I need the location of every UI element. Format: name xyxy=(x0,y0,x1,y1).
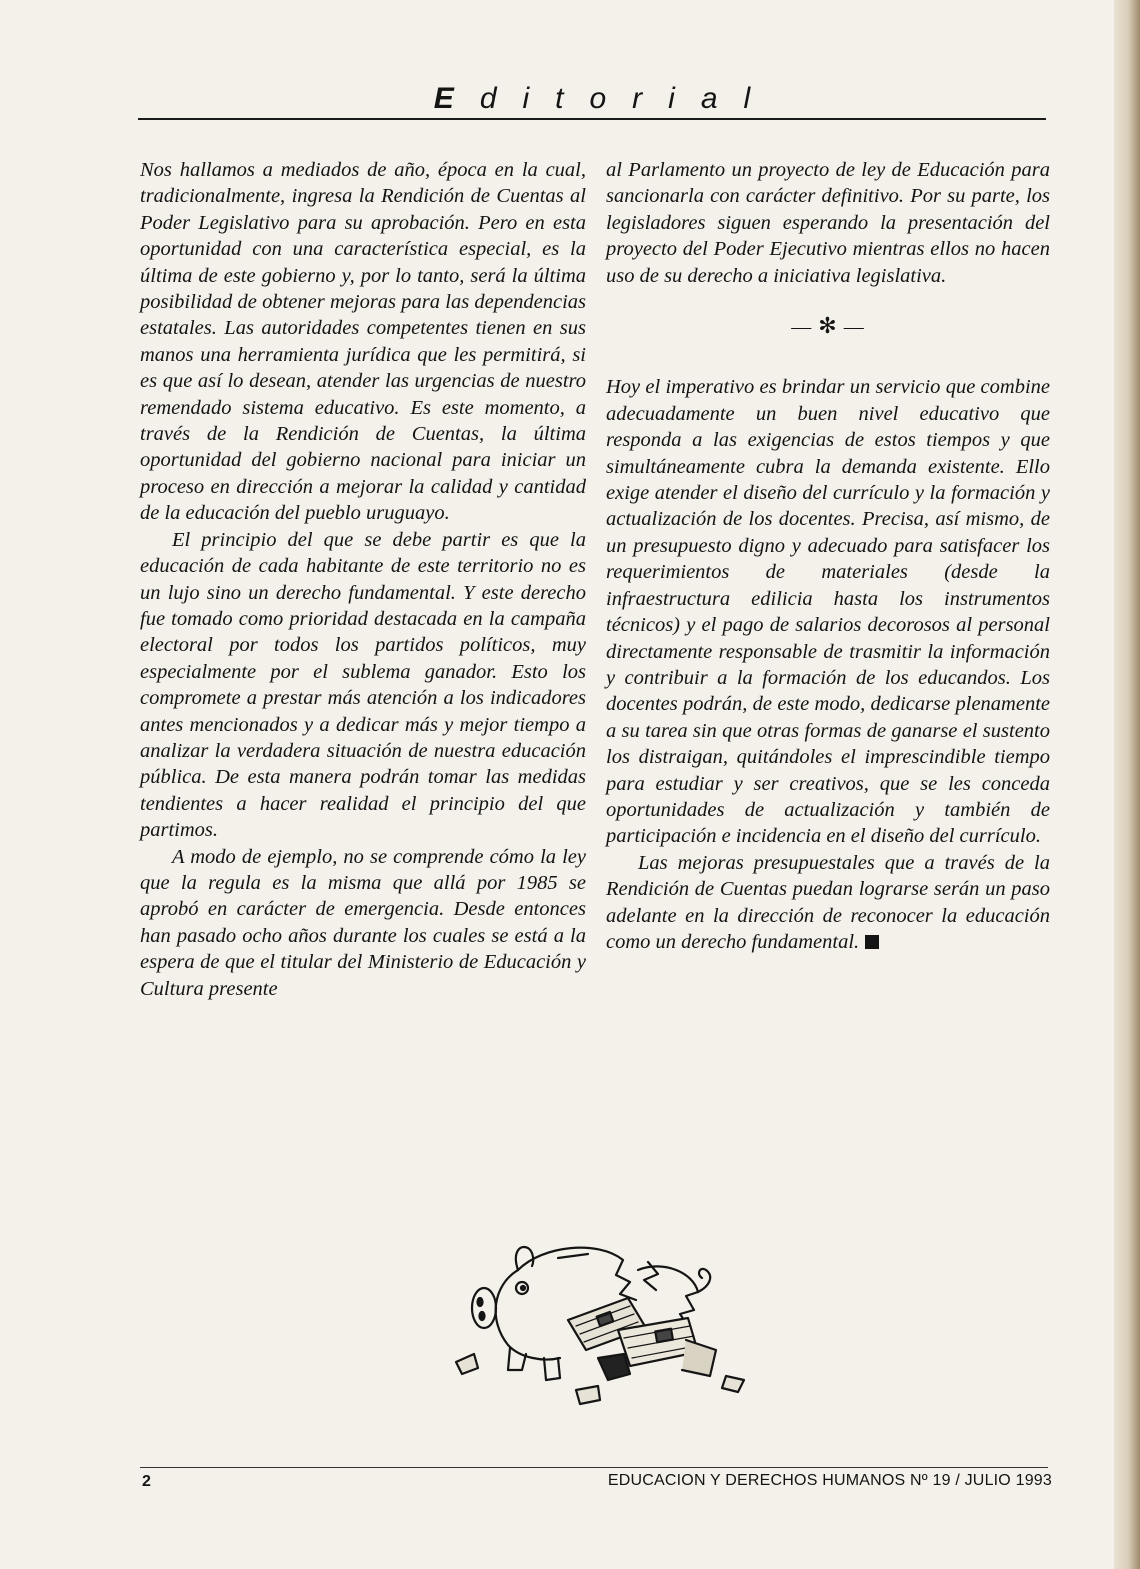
separator-dash: — xyxy=(843,316,865,339)
page-number: 2 xyxy=(142,1473,151,1490)
end-square-icon xyxy=(865,935,879,949)
broken-piggy-bank-illustration xyxy=(448,1230,768,1410)
closing-paragraph xyxy=(606,850,1050,956)
separator-dash: — xyxy=(791,316,813,339)
paragraph: Hoy el imperativo es brindar un servicio que combine adecuadamente un buen nivel educativo que responda a las exigencias de estos tiempos y que simultáneamente cubra la demanda existente. Ello exige atender el diseño del currículo y la formación y actualización de los docentes. Precisa, así mismo, de un presupuesto digno y adecuado para satisfacer los requerimientos de materiales (desde la infraestructura edilicia hasta los instrumentos técnicos) y el pago de salarios decorosos al personal directamente responsable de trasmitir la información y contribuir a la formación de los educandos. Los docentes podrán, de este modo, dedicarse plenamente a su tarea sin que otras formas de ganarse el sustento los distraigan, quitándoles el imprescindible tiempo para estudiar y ser creativos, que se les conceda oportunidades de actualización y también de participación e incidencia en el diseño del currículo. xyxy=(606,376,1050,848)
section-title-rest: ditorial xyxy=(479,82,777,115)
paragraph: al Parlamento un proyecto de ley de Educación para sancionarla con carácter definitivo. Por su parte, los legisladores siguen esperando la presentación del proyecto del Poder Ejecutivo mientras ellos no hacen uso de su derecho a iniciativa legislativa. xyxy=(606,159,1050,287)
paragraph: El principio del que se debe partir es que la educación de cada habitante de este territorio no es un lujo sino un derecho fundamental. Y este derecho fue tomado como prioridad destacada en la campaña electoral por todos los partidos políticos, muy especialmente por el sublema ganador. Esto los compromete a prestar más atención a los indicadores antes mencionados y a dedicar más y mejor tiempo a analizar la verdadera situación de nuestra educación pública. De esta manera podrán tomar las medidas tendientes a hacer realidad el principio del que partimos. xyxy=(140,528,586,842)
footer-rule xyxy=(140,1467,1048,1468)
section-separator xyxy=(606,313,1050,340)
page-edge xyxy=(1114,0,1140,1569)
publication-info: EDUCACION Y DERECHOS HUMANOS Nº 19 / JULIO 1993 xyxy=(607,1472,1052,1489)
closing-text: Las mejoras presupuestales que a través de la Rendición de Cuentas puedan lograrse serán un paso adelante en la dirección de reconocer la educación como un derecho fundamental. xyxy=(606,851,1050,953)
paragraph: A modo de ejemplo, no se comprende cómo la ley que la regula es la misma que allá por 1985 se aprobó en carácter de emergencia. Desde entonces han pasado ocho años durante los cuales se está a la espera de que el titular del Ministerio de Educación y Cultura presente xyxy=(140,845,586,1000)
section-title-initial: E xyxy=(433,82,480,115)
left-column xyxy=(140,157,586,1002)
header-rule xyxy=(138,118,1046,120)
section-title xyxy=(138,82,1046,116)
paragraph: Nos hallamos a mediados de año, época en la cual, tradicionalmente, ingresa la Rendición de Cuentas al Poder Legislativo para su aprobación. Pero en esta oportunidad con una característica especial, es la última de este gobierno y, por lo tanto, será la última posibilidad de obtener mejoras para las dependencias estatales. Las autoridades competentes tienen en sus manos una herramienta jurídica que les permitirá, si es que así lo desean, atender las urgencias de nuestro remendado sistema educativo. Es este momento, a través de la Rendición de Cuentas, la última oportunidad del gobierno nacional para iniciar un proceso en dirección a mejorar la calidad y cantidad de la educación del pueblo uruguayo. xyxy=(140,159,586,525)
right-column xyxy=(606,157,1050,955)
asterisk-icon: ✻ xyxy=(818,313,838,339)
section-header xyxy=(138,78,1046,122)
